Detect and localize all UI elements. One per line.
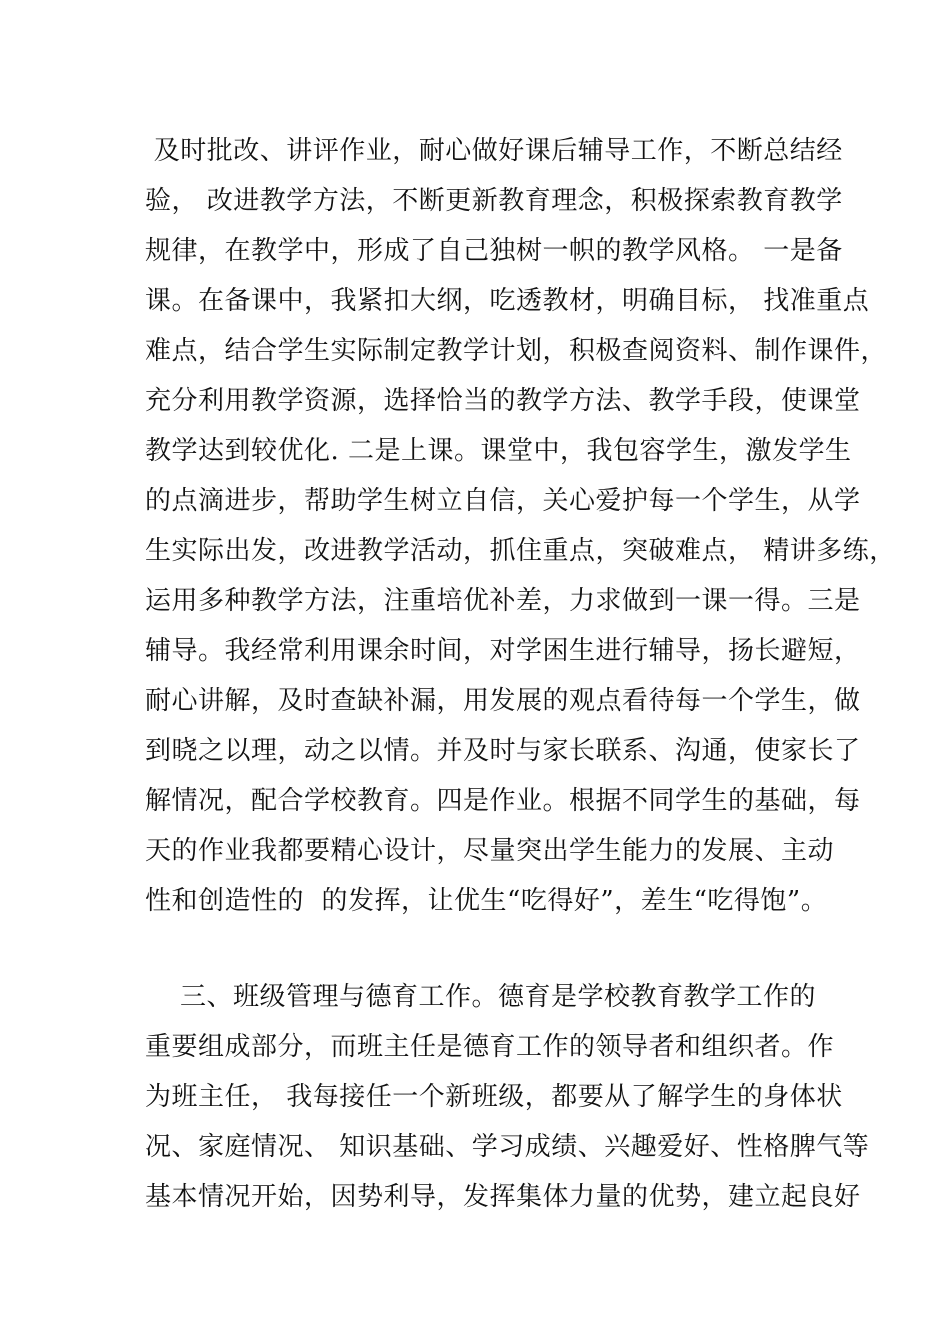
paragraph-1-line-8: 的点滴进步，帮助学生树立自信，关心爱护每一个学生，从学 [145, 486, 861, 516]
paragraph-1-line-4: 课。在备课中，我紧扣大纲，吃透教材，明确目标， 找准重点 [145, 286, 870, 316]
paragraph-1-line-13: 到晓之以理，动之以情。并及时与家长联系、沟通，使家长了 [145, 736, 861, 766]
paragraph-1-line-11: 辅导。我经常利用课余时间，对学困生进行辅导，扬长避短， [145, 636, 861, 666]
paragraph-2-line-2: 重要组成部分，而班主任是德育工作的领导者和组织者。作 [145, 1032, 835, 1062]
paragraph-1-line-5: 难点，结合学生实际制定教学计划，积极查阅资料、制作课件， [145, 336, 888, 366]
paragraph-1-line-15: 天的作业我都要精心设计，尽量突出学生能力的发展、主动 [145, 836, 835, 866]
paragraph-1-line-6: 充分利用教学资源，选择恰当的教学方法、教学手段，使课堂 [145, 386, 861, 416]
paragraph-1-line-1: 及时批改、讲评作业，耐心做好课后辅导工作，不断总结经 [145, 136, 843, 166]
paragraph-1-line-16: 性和创造性的 的发挥，让优生“吃得好”，差生“吃得饱”。 [145, 886, 828, 916]
paragraph-1-line-9: 生实际出发，改进教学活动，抓住重点，突破难点， 精讲多练， [145, 536, 896, 566]
paragraph-2-line-5: 基本情况开始，因势利导，发挥集体力量的优势，建立起良好 [145, 1182, 861, 1212]
paragraph-2-line-4: 况、家庭情况、 知识基础、学习成绩、兴趣爱好、性格脾气等 [145, 1132, 870, 1162]
paragraph-1-line-10: 运用多种教学方法，注重培优补差，力求做到一课一得。三是 [145, 586, 861, 616]
paragraph-1-line-7: 教学达到较优化. 二是上课。课堂中，我包容学生，激发学生 [145, 436, 852, 466]
paragraph-2-line-1: 三、班级管理与德育工作。德育是学校教育教学工作的 [145, 982, 817, 1012]
paragraph-1-line-2: 验， 改进教学方法，不断更新教育理念，积极探索教育教学 [145, 186, 843, 216]
paragraph-2-line-3: 为班主任， 我每接任一个新班级，都要从了解学生的身体状 [145, 1082, 843, 1112]
paragraph-1-line-12: 耐心讲解，及时查缺补漏，用发展的观点看待每一个学生，做 [145, 686, 861, 716]
paragraph-1-line-14: 解情况，配合学校教育。四是作业。根据不同学生的基础，每 [145, 786, 861, 816]
paragraph-1-line-3: 规律，在教学中，形成了自己独树一帜的教学风格。 一是备 [145, 236, 843, 266]
